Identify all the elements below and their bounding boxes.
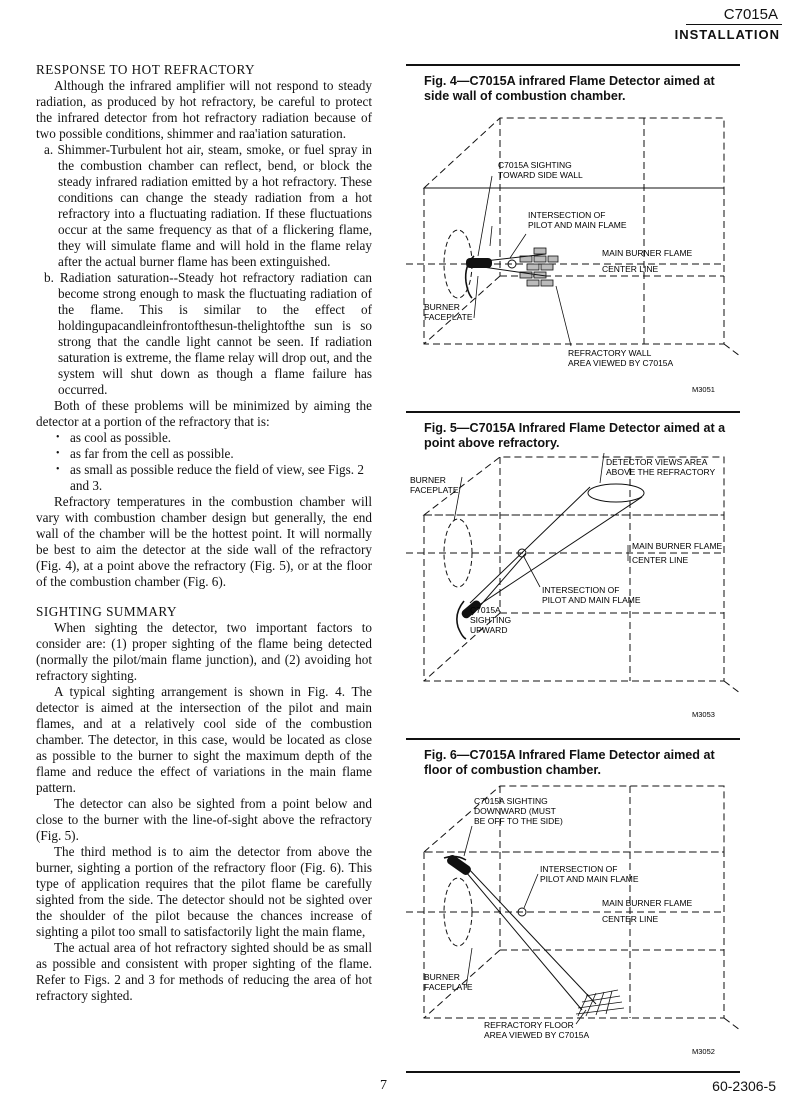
fig6-intersection-label: PILOT AND MAIN FLAME xyxy=(540,874,639,884)
fig6-refractory-label: AREA VIEWED BY C7015A xyxy=(484,1030,590,1040)
fig4-top-rule xyxy=(406,64,740,66)
fig6-center-line-label: CENTER LINE xyxy=(602,914,659,924)
fig4-sighting-label: TOWARD SIDE WALL xyxy=(498,170,583,180)
fig6-sighting-label: DOWNWARD (MUST xyxy=(474,806,556,816)
fig4-refractory-label: AREA VIEWED BY C7015A xyxy=(568,358,674,368)
fig6-diagram xyxy=(406,780,740,1060)
fig4-burner-label: BURNER xyxy=(424,302,460,312)
fig5-diagram xyxy=(406,453,740,723)
document-number: 60-2306-5 xyxy=(712,1078,776,1094)
fig6-main-burner-label: MAIN BURNER FLAME xyxy=(602,898,693,908)
fig4-diagram xyxy=(406,106,740,396)
sighting-heading: SIGHTING SUMMARY xyxy=(36,604,177,619)
refractory-bullet-list xyxy=(36,430,372,494)
fig6-sighting-label: BE OFF TO THE SIDE) xyxy=(474,816,563,826)
fig5-sighting-label: C7015A xyxy=(470,605,501,615)
sighting-p2: A typical sighting arrangement is shown in Fig. 4. The detector is aimed at the intersection of the pilot and main flames, and at a relatively cool side of the combustion chamber. The detector, in this case, would be located as close as possible to the burner to sight the maximum depth of the flame and reduce the effect of variations in the main flame pattern. xyxy=(36,684,372,795)
fig4-main-burner-label: MAIN BURNER FLAME xyxy=(602,248,693,258)
left-column xyxy=(36,62,372,1004)
response-intro: Although the infrared amplifier will not respond to steady radiation, as produced by hot refractory, be careful to protect the infrared detector from hot refractory radiation because of two possible conditions, shimmer and raa'iation saturation. xyxy=(36,78,372,141)
fig6-top-rule xyxy=(406,738,740,740)
sighting-p3: The detector can also be sighted from a point below and close to the burner with the line-of-sight above the refractory (Fig. 5). xyxy=(36,796,372,843)
fig4-title: Fig. 4—C7015A infrared Flame Detector aimed at side wall of combustion chamber. xyxy=(424,74,715,103)
fig6-code: M3052 xyxy=(692,1047,715,1056)
figures-column xyxy=(406,64,740,1073)
fig5-detector-views-label: DETECTOR VIEWS AREA xyxy=(606,457,708,467)
fig5-intersection-label: PILOT AND MAIN FLAME xyxy=(542,595,641,605)
fig5-sighting-label: UPWARD xyxy=(470,625,508,635)
response-item-a: a. Shimmer-Turbulent hot air, steam, smoke, or fuel spray in the combustion chamber can reflect, bend, or block the steady infrared radiation emitted by a hot refractory. These conditions can change the steady radiation from a hot refractory into a fluctuating radiation. If these fluctuations occur at the same frequency as that of a flickering flame, they will simulate flame and will hold in the flame relay after the actual burner flame has been extinguished. xyxy=(44,142,372,269)
sighting-p5: The actual area of hot refractory sighted should be as small as possible and consistent with proper sighting of the flame. Refer to Figs. 2 and 3 for methods of reducing the area of hot refractory sighted. xyxy=(36,940,372,1003)
fig4-intersection-label: INTERSECTION OF xyxy=(528,210,606,220)
fig6-sighting-label: C7015A SIGHTING xyxy=(474,796,548,806)
header-section: INSTALLATION xyxy=(674,27,780,42)
fig5-intersection-label: INTERSECTION OF xyxy=(542,585,620,595)
fig5-burner-label: BURNER xyxy=(410,475,446,485)
fig5-sighting-label: SIGHTING xyxy=(470,615,512,625)
fig6-burner-label: BURNER xyxy=(424,972,460,982)
page-number: 7 xyxy=(380,1078,387,1093)
fig5-main-burner-label: MAIN BURNER FLAME xyxy=(632,541,723,551)
fig6-bottom-rule xyxy=(406,1071,740,1073)
fig4-code: M3051 xyxy=(692,385,715,394)
fig5-code: M3053 xyxy=(692,710,715,719)
fig5-detector-views-label: ABOVE THE REFRACTORY xyxy=(606,467,716,477)
fig6-refractory-label: REFRACTORY FLOOR xyxy=(484,1020,574,1030)
response-item-b: b. Radiation saturation--Steady hot refractory radiation can become strong enough to mask the fluctuating radiation of the flame. This is similar to the effect of holdingupacandleinfrontofthesun-thelightofthe sun is so strong that the candle light cannot be seen. If radiation saturation is extreme, the flame relay will drop out, and the system will shut down as though a flame failure has occurred. xyxy=(44,270,372,397)
fig6-title: Fig. 6—C7015A Infrared Flame Detector aimed at floor of combustion chamber. xyxy=(424,748,715,777)
header-model: C7015A xyxy=(723,6,778,23)
bullet-item: • as far from the cell as possible. xyxy=(56,446,372,462)
fig5-title: Fig. 5—C7015A Infrared Flame Detector aimed at a point above refractory. xyxy=(424,421,726,450)
fig4-intersection-label: PILOT AND MAIN FLAME xyxy=(528,220,627,230)
header-rule xyxy=(686,24,782,25)
response-temps: Refractory temperatures in the combustion chamber will vary with combustion chamber design but generally, the end wall of the chamber will be the hottest point. It will normally be best to aim the detector at the side wall of the refractory (Fig. 4), at a point above the refractory (Fig. 5), or at the floor of the combustion chamber (Fig. 6). xyxy=(36,494,372,589)
fig6-intersection-label: INTERSECTION OF xyxy=(540,864,618,874)
bullet-item: • as cool as possible. xyxy=(56,430,372,446)
sighting-p4: The third method is to aim the detector from above the burner, sighting a portion of the refractory floor (Fig. 6). This type of application requires that the pilot flame be carefully sighted from the side. The detector should not be sighted over the shoulder of the pilot because the chances increase of sighting a pilot too small to satisfactorily light the main flame, xyxy=(36,844,372,939)
sighting-p1: When sighting the detector, two important factors to consider are: (1) proper sighting of the flame being detected (normally the pilot/main flame junction), and (2) avoiding hot refractory sighting. xyxy=(36,620,372,683)
response-heading: RESPONSE TO HOT REFRACTORY xyxy=(36,62,256,77)
fig4-burner-label: FACEPLATE xyxy=(424,312,473,322)
fig4-sighting-label: C7015A SIGHTING xyxy=(498,160,572,170)
fig4-center-line-label: CENTER LINE xyxy=(602,264,659,274)
fig5-top-rule xyxy=(406,411,740,413)
bullet-item: • as small as possible reduce the field of view, see Figs. 2 and 3. xyxy=(56,462,372,494)
fig6-burner-label: FACEPLATE xyxy=(424,982,473,992)
fig5-burner-label: FACEPLATE xyxy=(410,485,459,495)
fig4-refractory-label: REFRACTORY WALL xyxy=(568,348,652,358)
response-minimize: Both of these problems will be minimized by aiming the detector at a portion of the refractory that is: xyxy=(36,398,372,429)
fig5-center-line-label: CENTER LINE xyxy=(632,555,689,565)
